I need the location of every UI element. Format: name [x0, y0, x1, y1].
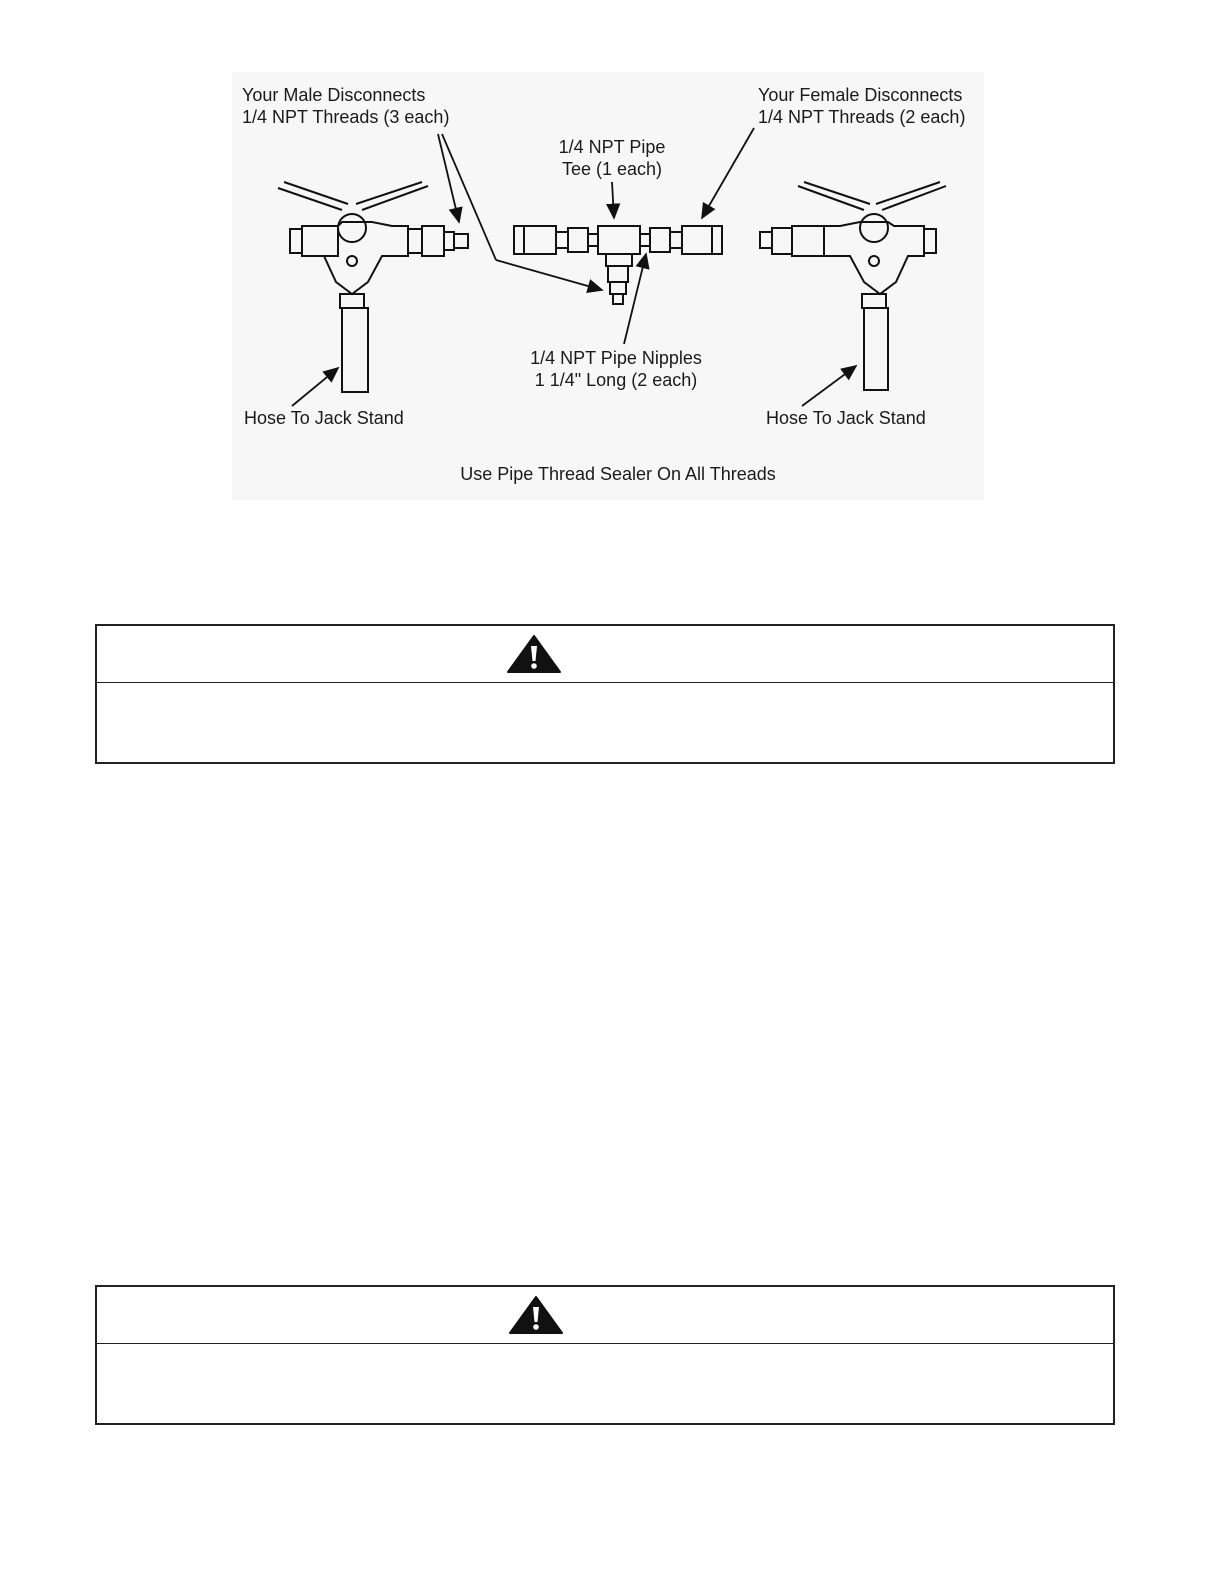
- arrow-male-center: [496, 260, 602, 290]
- assembly-diagram: [232, 72, 984, 500]
- left-jack-assembly: [278, 182, 468, 392]
- arrow-hose-left: [292, 368, 338, 406]
- hose-right-label: Hose To Jack Stand: [766, 408, 926, 428]
- pipe-tee-label: 1/4 NPT Pipe Tee (1 each): [558, 137, 666, 179]
- arrow-female: [702, 128, 754, 218]
- warning-body: [97, 683, 1113, 765]
- warning-header: [97, 626, 1113, 683]
- female-disconnects-label: Your Female Disconnects 1/4 NPT Threads (2 each): [758, 85, 966, 127]
- male-disconnects-label: Your Male Disconnects 1/4 NPT Threads (3 each): [242, 85, 450, 127]
- arrow-hose-right: [802, 366, 856, 406]
- warning-triangle-icon: [508, 1295, 564, 1335]
- diagram-caption: Use Pipe Thread Sealer On All Threads: [460, 464, 776, 484]
- pipe-nipples-label: 1/4 NPT Pipe Nipples 1 1/4" Long (2 each): [530, 348, 702, 390]
- warning-header: [97, 1287, 1113, 1344]
- right-jack-assembly: [760, 182, 946, 390]
- warning-body: [97, 1344, 1113, 1426]
- center-tee-assembly: [514, 226, 722, 304]
- warning-box-2: [95, 1285, 1115, 1425]
- warning-box-1: [95, 624, 1115, 764]
- warning-triangle-icon: [506, 634, 562, 674]
- hose-left-label: Hose To Jack Stand: [244, 408, 404, 428]
- arrow-tee: [612, 182, 614, 218]
